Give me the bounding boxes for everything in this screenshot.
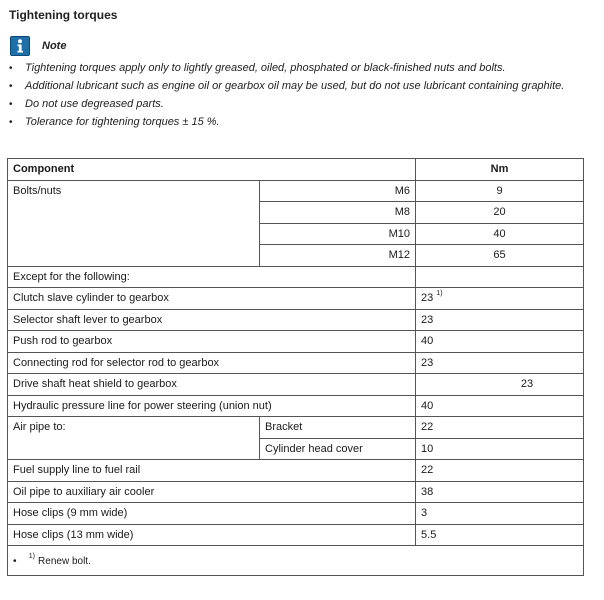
table-row: [8, 524, 584, 546]
torque-value: 22: [416, 417, 584, 439]
footnote-text: Renew bolt.: [38, 555, 91, 567]
torque-value: 3: [416, 503, 584, 525]
torque-value: 40: [416, 331, 584, 353]
column-header-nm: Nm: [416, 159, 584, 181]
except-label: Except for the following:: [8, 266, 416, 288]
table-row: [8, 266, 584, 288]
component-name: Clutch slave cylinder to gearbox: [8, 288, 416, 310]
note-item: • Tightening torques apply only to lightly greased, oiled, phosphated or black-finished nuts and bolts.: [0, 62, 604, 75]
table-row: [8, 460, 584, 482]
torque-value: 10: [416, 438, 584, 460]
torque-value: 65: [416, 245, 584, 267]
table-row: [8, 374, 584, 396]
torque-value-cell: [416, 288, 584, 310]
note-item: • Additional lubricant such as engine oil or gearbox oil may be used, but do not use lubricant containing graphite.: [0, 80, 604, 93]
note-item: • Do not use degreased parts.: [0, 98, 604, 111]
bolts-label: Bolts/nuts: [8, 180, 260, 266]
air-pipe-part: Cylinder head cover: [260, 438, 416, 460]
footnote: [8, 546, 584, 576]
torque-value: 38: [416, 481, 584, 503]
torque-table: [7, 158, 584, 576]
footnote-marker: 1): [436, 290, 443, 298]
column-header-component: Component: [8, 159, 416, 181]
table-row: [8, 417, 584, 439]
air-pipe-part: Bracket: [260, 417, 416, 439]
component-name: Hydraulic pressure line for power steering (union nut): [8, 395, 416, 417]
note-item: • Tolerance for tightening torques ± 15 %.: [0, 116, 604, 129]
torque-value: 40: [416, 395, 584, 417]
bolt-size: M6: [260, 180, 416, 202]
table-row: [8, 395, 584, 417]
torque-value: 5.5: [416, 524, 584, 546]
air-pipe-label: Air pipe to:: [8, 417, 260, 460]
info-icon: [10, 36, 30, 56]
component-name: Selector shaft lever to gearbox: [8, 309, 416, 331]
note-label: Note: [42, 40, 67, 52]
component-name: Hose clips (9 mm wide): [8, 503, 416, 525]
component-name: Hose clips (13 mm wide): [8, 524, 416, 546]
component-name: Fuel supply line to fuel rail: [8, 460, 416, 482]
table-row: [8, 288, 584, 310]
torque-value: 23: [416, 352, 584, 374]
table-row: [8, 503, 584, 525]
component-name: Drive shaft heat shield to gearbox: [8, 374, 416, 396]
bolt-size: M10: [260, 223, 416, 245]
torque-value: 20: [416, 202, 584, 224]
footnote-marker: 1): [28, 552, 35, 560]
table-row: [8, 331, 584, 353]
torque-value-empty: [416, 266, 584, 288]
footnote-row: [8, 546, 584, 576]
table-row: [8, 180, 584, 202]
component-name: Connecting rod for selector rod to gearbox: [8, 352, 416, 374]
bullet-glyph: •: [13, 555, 17, 567]
torque-value: 22: [416, 460, 584, 482]
table-header-row: [8, 159, 584, 181]
torque-value: 9: [416, 180, 584, 202]
component-name: Oil pipe to auxiliary air cooler: [8, 481, 416, 503]
table-row: [8, 352, 584, 374]
page-title: Tightening torques: [9, 8, 118, 22]
note-list: [0, 62, 604, 134]
table-row: [8, 481, 584, 503]
bolt-size: M12: [260, 245, 416, 267]
table-row: [8, 309, 584, 331]
torque-value: 23: [421, 292, 434, 305]
bolt-size: M8: [260, 202, 416, 224]
torque-value: 23: [416, 309, 584, 331]
torque-value: 23: [416, 374, 584, 396]
component-name: Push rod to gearbox: [8, 331, 416, 353]
torque-value: 40: [416, 223, 584, 245]
